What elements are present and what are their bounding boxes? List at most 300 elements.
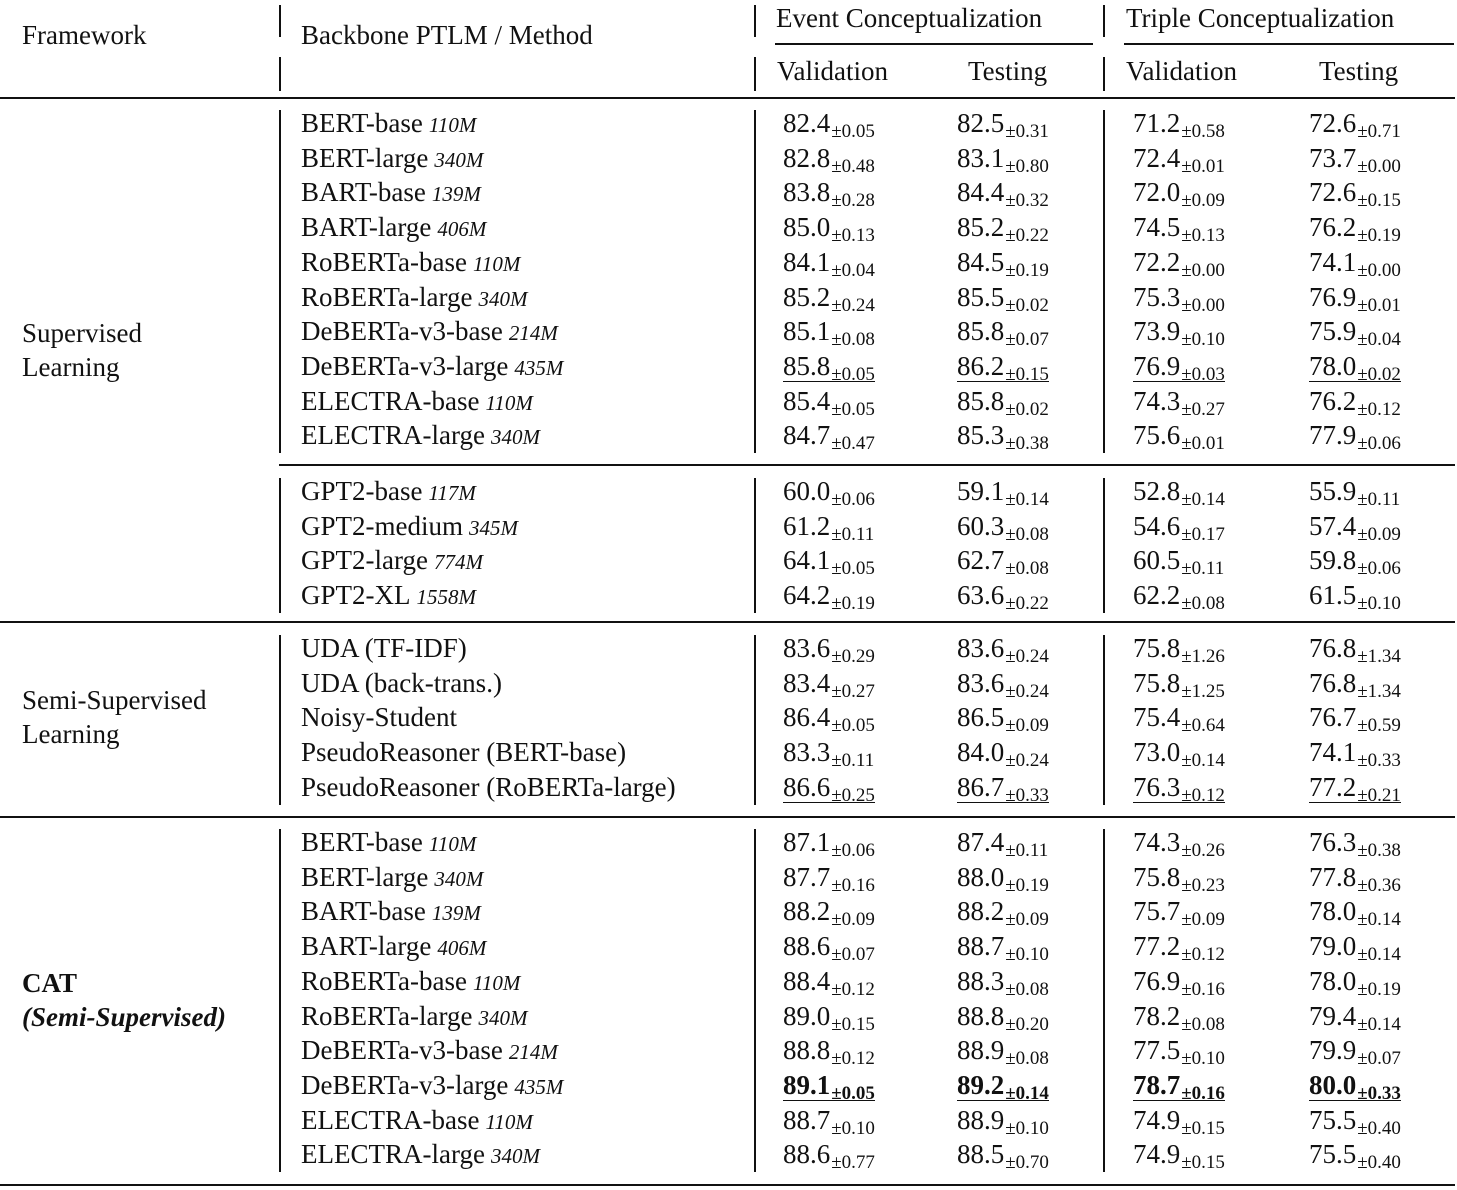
score-mean: 54.6 bbox=[1133, 510, 1181, 541]
block-separator-rule bbox=[279, 464, 1455, 466]
score-std: ±0.05 bbox=[831, 121, 875, 142]
score-mean: 75.7 bbox=[1133, 896, 1181, 927]
score-mean: 52.8 bbox=[1133, 476, 1181, 506]
score-mean: 83.1 bbox=[957, 142, 1005, 173]
method-label: Noisy-Student bbox=[301, 702, 458, 733]
score-mean: 85.8 bbox=[957, 316, 1005, 347]
score-std: ±0.01 bbox=[1181, 433, 1225, 455]
section-rule bbox=[0, 1184, 1455, 1186]
score-std: ±0.01 bbox=[1357, 294, 1401, 316]
score-cell bbox=[1133, 737, 1225, 772]
score-mean: 72.6 bbox=[1309, 177, 1357, 208]
score-mean: 73.7 bbox=[1309, 142, 1357, 173]
score-mean: 82.4 bbox=[783, 108, 831, 138]
score-std: ±0.08 bbox=[831, 329, 875, 351]
method-label: BART-base bbox=[301, 896, 426, 927]
score-cell bbox=[1133, 212, 1225, 247]
score-cell bbox=[1133, 580, 1225, 615]
score-cell bbox=[783, 108, 875, 142]
column-divider bbox=[1103, 110, 1105, 453]
score-mean: 76.9 bbox=[1133, 965, 1181, 996]
score-mean: 60.3 bbox=[957, 510, 1005, 541]
score-std: ±0.38 bbox=[1005, 433, 1049, 455]
method-label: RoBERTa-large bbox=[301, 1000, 473, 1031]
score-std: ±0.20 bbox=[1005, 1013, 1049, 1035]
score-std: ±0.19 bbox=[1357, 225, 1401, 247]
score-std: ±0.10 bbox=[1005, 944, 1049, 966]
header-divider bbox=[1103, 57, 1105, 91]
score-cell bbox=[957, 142, 1049, 177]
score-cell bbox=[783, 861, 875, 896]
score-cell bbox=[957, 212, 1049, 247]
score-std: ±1.25 bbox=[1181, 680, 1225, 702]
score-cell bbox=[957, 1139, 1049, 1174]
score-mean: 88.7 bbox=[957, 931, 1005, 962]
score-std: ±0.00 bbox=[1357, 259, 1401, 281]
score-std: ±0.04 bbox=[831, 259, 875, 281]
score-cell bbox=[783, 177, 875, 212]
method-name bbox=[301, 582, 476, 609]
score-mean: 88.3 bbox=[957, 965, 1005, 996]
score-std: ±0.09 bbox=[1181, 909, 1225, 931]
header-divider bbox=[279, 5, 281, 37]
score-mean: 73.9 bbox=[1133, 316, 1181, 347]
model-size: 214M bbox=[508, 1040, 558, 1065]
method-name bbox=[301, 739, 626, 766]
model-size: 340M bbox=[478, 286, 528, 311]
score-std: ±0.09 bbox=[1005, 715, 1049, 737]
score-mean: 88.2 bbox=[957, 896, 1005, 927]
score-cell bbox=[1309, 896, 1401, 931]
method-name bbox=[301, 1000, 528, 1031]
method-label: ELECTRA-large bbox=[301, 420, 485, 451]
score-std: ±0.08 bbox=[1005, 1048, 1049, 1070]
score-std: ±0.40 bbox=[1357, 1117, 1401, 1139]
model-size: 1558M bbox=[416, 585, 476, 610]
score-mean: 83.6 bbox=[783, 633, 831, 663]
method-name bbox=[301, 246, 521, 277]
score-mean: 79.9 bbox=[1309, 1035, 1357, 1066]
score-cell bbox=[1133, 177, 1225, 212]
score-std: ±0.13 bbox=[831, 225, 875, 247]
score-std: ±0.00 bbox=[1357, 155, 1401, 177]
framework-label bbox=[22, 316, 142, 384]
score-mean: 60.5 bbox=[1133, 545, 1181, 576]
score-std: ±0.05 bbox=[831, 1082, 875, 1104]
header-divider bbox=[754, 57, 756, 91]
score-cell bbox=[957, 737, 1049, 772]
score-mean: 88.9 bbox=[957, 1035, 1005, 1066]
score-mean: 75.5 bbox=[1309, 1104, 1357, 1135]
score-cell bbox=[1309, 667, 1401, 702]
score-cell bbox=[783, 1069, 875, 1104]
score-mean: 76.3 bbox=[1309, 827, 1357, 857]
score-mean: 76.9 bbox=[1309, 281, 1357, 312]
score-mean: 75.3 bbox=[1133, 281, 1181, 312]
score-cell bbox=[1309, 350, 1401, 385]
score-std: ±0.24 bbox=[1005, 680, 1049, 702]
score-std: ±0.10 bbox=[1181, 329, 1225, 351]
score-cell bbox=[1133, 545, 1225, 580]
score-std: ±0.33 bbox=[1357, 1082, 1401, 1104]
score-cell bbox=[1133, 1069, 1225, 1104]
score-cell bbox=[1309, 1069, 1401, 1104]
score-mean: 89.0 bbox=[783, 1000, 831, 1031]
score-cell bbox=[783, 633, 875, 667]
score-cell bbox=[1309, 246, 1401, 281]
framework-line: Learning bbox=[22, 719, 120, 749]
score-std: ±0.07 bbox=[1005, 329, 1049, 351]
framework-line: (Semi-Supervised) bbox=[22, 1002, 226, 1032]
score-std: ±0.77 bbox=[831, 1152, 875, 1174]
triple-group-rule bbox=[1124, 43, 1454, 45]
score-cell bbox=[783, 1000, 875, 1035]
score-mean: 77.8 bbox=[1309, 861, 1357, 892]
score-cell bbox=[783, 212, 875, 247]
score-mean: 87.7 bbox=[783, 861, 831, 892]
score-cell bbox=[957, 1000, 1049, 1035]
framework-line: Semi-Supervised bbox=[22, 685, 207, 715]
score-std: ±0.08 bbox=[1005, 558, 1049, 580]
score-mean: 83.6 bbox=[957, 633, 1005, 663]
framework-line: CAT bbox=[22, 968, 78, 998]
score-mean: 64.2 bbox=[783, 580, 831, 611]
score-cell bbox=[1133, 420, 1225, 455]
score-mean: 74.9 bbox=[1133, 1104, 1181, 1135]
score-std: ±0.32 bbox=[1005, 190, 1049, 212]
method-name bbox=[301, 667, 502, 698]
score-mean: 85.2 bbox=[783, 281, 831, 312]
score-std: ±0.19 bbox=[831, 593, 875, 615]
score-cell bbox=[1309, 420, 1401, 455]
score-cell bbox=[1309, 212, 1401, 247]
method-name bbox=[301, 142, 484, 173]
score-cell bbox=[1309, 385, 1401, 420]
score-std: ±0.27 bbox=[1181, 398, 1225, 420]
score-std: ±0.02 bbox=[1357, 363, 1401, 385]
model-size: 435M bbox=[514, 355, 564, 380]
score-mean: 88.9 bbox=[957, 1104, 1005, 1135]
score-mean: 88.2 bbox=[783, 896, 831, 927]
method-label: DeBERTa-v3-large bbox=[301, 350, 509, 381]
score-mean: 75.8 bbox=[1133, 667, 1181, 698]
method-name bbox=[301, 829, 476, 856]
score-cell bbox=[783, 580, 875, 615]
score-cell bbox=[783, 420, 875, 455]
score-cell bbox=[1309, 827, 1401, 861]
model-size: 340M bbox=[490, 1144, 540, 1169]
score-mean: 84.1 bbox=[783, 246, 831, 277]
score-mean: 86.5 bbox=[957, 702, 1005, 733]
method-name bbox=[301, 1141, 540, 1168]
score-mean: 85.1 bbox=[783, 316, 831, 347]
header-bottom-rule bbox=[0, 97, 1455, 99]
score-std: ±0.14 bbox=[1357, 944, 1401, 966]
method-label: BERT-large bbox=[301, 861, 429, 892]
method-label: GPT2-base bbox=[301, 476, 423, 506]
score-cell bbox=[957, 931, 1049, 966]
method-label: UDA (TF-IDF) bbox=[301, 633, 467, 663]
score-std: ±0.03 bbox=[1181, 363, 1225, 385]
score-mean: 88.0 bbox=[957, 861, 1005, 892]
score-mean: 55.9 bbox=[1309, 476, 1357, 506]
score-mean: 86.4 bbox=[783, 702, 831, 733]
header-triple-group: Triple Conceptualization bbox=[1126, 3, 1395, 33]
score-cell bbox=[957, 350, 1049, 385]
score-cell bbox=[1133, 1000, 1225, 1035]
score-std: ±0.33 bbox=[1357, 750, 1401, 772]
score-std: ±0.70 bbox=[1005, 1152, 1049, 1174]
score-cell bbox=[957, 702, 1049, 737]
score-std: ±0.14 bbox=[1005, 489, 1049, 510]
method-label: ELECTRA-base bbox=[301, 385, 480, 416]
score-mean: 59.1 bbox=[957, 476, 1005, 506]
header-event-group: Event Conceptualization bbox=[776, 3, 1043, 33]
score-mean: 72.2 bbox=[1133, 246, 1181, 277]
score-std: ±0.21 bbox=[1357, 784, 1401, 806]
score-std: ±0.12 bbox=[831, 1048, 875, 1070]
score-std: ±0.24 bbox=[1005, 750, 1049, 772]
score-cell bbox=[1133, 385, 1225, 420]
score-std: ±0.02 bbox=[1005, 398, 1049, 420]
score-mean: 77.5 bbox=[1133, 1035, 1181, 1066]
score-mean: 75.8 bbox=[1133, 633, 1181, 663]
score-cell bbox=[1309, 931, 1401, 966]
score-mean: 72.4 bbox=[1133, 142, 1181, 173]
score-std: ±0.24 bbox=[831, 294, 875, 316]
score-cell bbox=[783, 281, 875, 316]
score-std: ±0.14 bbox=[1005, 1082, 1049, 1104]
section-rule bbox=[0, 621, 1455, 623]
score-mean: 78.0 bbox=[1309, 350, 1357, 381]
column-divider bbox=[1103, 635, 1105, 805]
score-std: ±0.06 bbox=[831, 489, 875, 510]
score-std: ±0.14 bbox=[1181, 489, 1225, 510]
score-mean: 86.6 bbox=[783, 771, 831, 802]
score-mean: 74.5 bbox=[1133, 212, 1181, 243]
score-mean: 62.2 bbox=[1133, 580, 1181, 611]
header-framework: Framework bbox=[22, 20, 147, 50]
header-divider bbox=[754, 5, 756, 37]
score-cell bbox=[783, 316, 875, 351]
score-std: ±0.07 bbox=[1357, 1048, 1401, 1070]
score-mean: 89.2 bbox=[957, 1069, 1005, 1100]
score-std: ±0.14 bbox=[1181, 750, 1225, 772]
score-mean: 78.0 bbox=[1309, 896, 1357, 927]
method-label: PseudoReasoner (RoBERTa-large) bbox=[301, 771, 676, 802]
score-std: ±0.11 bbox=[831, 750, 875, 772]
score-std: ±0.28 bbox=[831, 190, 875, 212]
score-mean: 74.3 bbox=[1133, 385, 1181, 416]
score-cell bbox=[783, 510, 875, 545]
score-std: ±0.38 bbox=[1357, 840, 1401, 861]
score-mean: 83.4 bbox=[783, 667, 831, 698]
score-std: ±0.71 bbox=[1357, 121, 1401, 142]
score-mean: 75.9 bbox=[1309, 316, 1357, 347]
method-name bbox=[301, 179, 481, 206]
score-mean: 60.0 bbox=[783, 476, 831, 506]
score-cell bbox=[1309, 702, 1401, 737]
score-std: ±0.36 bbox=[1357, 874, 1401, 896]
score-cell bbox=[1133, 108, 1225, 142]
score-mean: 77.2 bbox=[1309, 771, 1357, 802]
score-std: ±0.24 bbox=[1005, 646, 1049, 667]
score-cell bbox=[957, 1069, 1049, 1104]
score-mean: 74.1 bbox=[1309, 246, 1357, 277]
score-std: ±0.25 bbox=[831, 784, 875, 806]
method-name bbox=[301, 933, 486, 960]
score-cell bbox=[1309, 108, 1401, 142]
event-group-rule bbox=[775, 43, 1093, 45]
score-std: ±0.40 bbox=[1357, 1152, 1401, 1174]
method-name bbox=[301, 350, 564, 381]
score-mean: 85.0 bbox=[783, 212, 831, 243]
header-divider bbox=[1103, 5, 1105, 37]
score-mean: 76.3 bbox=[1133, 771, 1181, 802]
score-std: ±0.12 bbox=[831, 978, 875, 1000]
score-cell bbox=[783, 931, 875, 966]
score-std: ±0.08 bbox=[1005, 523, 1049, 545]
score-mean: 79.4 bbox=[1309, 1000, 1357, 1031]
method-name bbox=[301, 771, 676, 802]
score-std: ±0.09 bbox=[831, 909, 875, 931]
score-cell bbox=[783, 350, 875, 385]
score-std: ±0.80 bbox=[1005, 155, 1049, 177]
score-std: ±0.00 bbox=[1181, 294, 1225, 316]
score-cell bbox=[1133, 350, 1225, 385]
method-label: BERT-base bbox=[301, 827, 423, 857]
score-cell bbox=[957, 771, 1049, 806]
score-std: ±0.22 bbox=[1005, 225, 1049, 247]
score-std: ±0.07 bbox=[831, 944, 875, 966]
score-mean: 72.6 bbox=[1309, 108, 1357, 138]
score-std: ±0.15 bbox=[831, 1013, 875, 1035]
score-std: ±0.27 bbox=[831, 680, 875, 702]
score-cell bbox=[783, 737, 875, 772]
method-label: BART-large bbox=[301, 212, 432, 243]
score-cell bbox=[783, 476, 875, 510]
score-mean: 88.6 bbox=[783, 1139, 831, 1170]
score-mean: 88.7 bbox=[783, 1104, 831, 1135]
score-mean: 76.2 bbox=[1309, 385, 1357, 416]
score-std: ±0.11 bbox=[1181, 558, 1225, 580]
score-cell bbox=[957, 108, 1049, 142]
score-std: ±0.14 bbox=[1357, 1013, 1401, 1035]
score-cell bbox=[957, 965, 1049, 1000]
method-label: BERT-base bbox=[301, 108, 423, 138]
score-std: ±0.12 bbox=[1357, 398, 1401, 420]
score-mean: 80.0 bbox=[1309, 1069, 1357, 1100]
score-std: ±0.10 bbox=[1005, 1117, 1049, 1139]
score-cell bbox=[1133, 861, 1225, 896]
framework-label bbox=[22, 683, 206, 751]
framework-line: Supervised bbox=[22, 318, 142, 348]
framework-line: Learning bbox=[22, 352, 120, 382]
score-mean: 83.6 bbox=[957, 667, 1005, 698]
score-std: ±0.19 bbox=[1005, 259, 1049, 281]
score-cell bbox=[957, 1035, 1049, 1070]
method-name bbox=[301, 635, 467, 662]
score-cell bbox=[1309, 510, 1401, 545]
score-mean: 85.5 bbox=[957, 281, 1005, 312]
score-cell bbox=[1133, 246, 1225, 281]
header-method: Backbone PTLM / Method bbox=[301, 20, 593, 50]
score-mean: 76.7 bbox=[1309, 702, 1357, 733]
score-mean: 73.0 bbox=[1133, 737, 1181, 768]
method-label: BART-base bbox=[301, 177, 426, 208]
score-mean: 75.5 bbox=[1309, 1139, 1357, 1170]
score-mean: 76.9 bbox=[1133, 350, 1181, 381]
score-std: ±0.33 bbox=[1005, 784, 1049, 806]
score-std: ±1.26 bbox=[1181, 646, 1225, 667]
method-label: DeBERTa-v3-large bbox=[301, 1069, 509, 1100]
method-name bbox=[301, 110, 476, 137]
score-std: ±0.16 bbox=[831, 874, 875, 896]
method-name bbox=[301, 318, 558, 345]
score-std: ±0.00 bbox=[1181, 259, 1225, 281]
score-std: ±0.05 bbox=[831, 715, 875, 737]
score-cell bbox=[1133, 827, 1225, 861]
column-divider bbox=[754, 635, 756, 805]
header-event-testing: Testing bbox=[968, 56, 1048, 86]
score-mean: 74.9 bbox=[1133, 1139, 1181, 1170]
method-name bbox=[301, 422, 540, 449]
score-std: ±0.31 bbox=[1005, 121, 1049, 142]
score-std: ±0.08 bbox=[1181, 593, 1225, 615]
model-size: 406M bbox=[437, 217, 487, 242]
score-cell bbox=[1309, 633, 1401, 667]
score-std: ±0.01 bbox=[1181, 155, 1225, 177]
model-size: 340M bbox=[434, 147, 484, 172]
score-mean: 74.3 bbox=[1133, 827, 1181, 857]
score-std: ±0.08 bbox=[1005, 978, 1049, 1000]
score-std: ±0.11 bbox=[831, 523, 875, 545]
score-mean: 85.8 bbox=[783, 350, 831, 381]
column-divider bbox=[279, 635, 281, 805]
score-std: ±0.14 bbox=[1357, 909, 1401, 931]
score-std: ±1.34 bbox=[1357, 680, 1401, 702]
score-cell bbox=[1309, 476, 1401, 510]
score-std: ±0.11 bbox=[1357, 489, 1401, 510]
column-divider bbox=[1103, 478, 1105, 613]
score-cell bbox=[1309, 281, 1401, 316]
score-mean: 83.3 bbox=[783, 737, 831, 768]
score-cell bbox=[783, 545, 875, 580]
score-std: ±0.26 bbox=[1181, 840, 1225, 861]
score-cell bbox=[957, 861, 1049, 896]
model-size: 110M bbox=[485, 1109, 533, 1134]
method-label: ELECTRA-base bbox=[301, 1104, 480, 1135]
method-name bbox=[301, 214, 486, 241]
method-label: GPT2-medium bbox=[301, 510, 463, 541]
score-std: ±0.23 bbox=[1181, 874, 1225, 896]
score-cell bbox=[1309, 1035, 1401, 1070]
score-mean: 82.8 bbox=[783, 142, 831, 173]
score-cell bbox=[783, 702, 875, 737]
score-mean: 84.4 bbox=[957, 177, 1005, 208]
score-std: ±0.59 bbox=[1357, 715, 1401, 737]
model-size: 340M bbox=[490, 425, 540, 450]
model-size: 340M bbox=[434, 866, 484, 891]
score-cell bbox=[1309, 1139, 1401, 1174]
score-mean: 61.5 bbox=[1309, 580, 1357, 611]
score-mean: 84.0 bbox=[957, 737, 1005, 768]
score-std: ±1.34 bbox=[1357, 646, 1401, 667]
score-mean: 87.4 bbox=[957, 827, 1005, 857]
score-std: ±0.08 bbox=[1181, 1013, 1225, 1035]
score-cell bbox=[783, 771, 875, 806]
method-name bbox=[301, 1104, 533, 1135]
